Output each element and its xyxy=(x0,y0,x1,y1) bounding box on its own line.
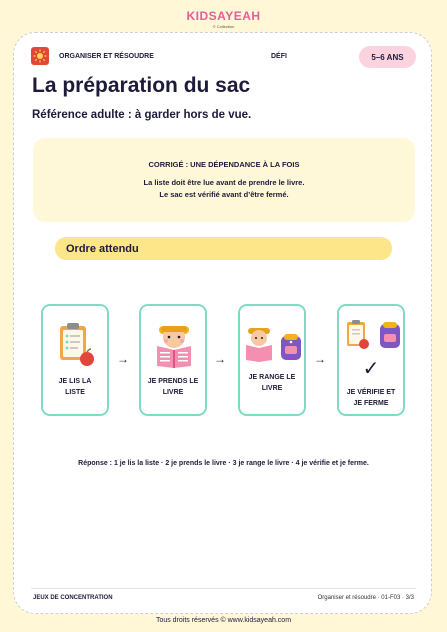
step-label-line: JE PRENDS LE xyxy=(147,378,199,385)
step-label-line: JE VÉRIFIE ET xyxy=(346,389,396,396)
arrow-right-icon: → xyxy=(214,352,226,366)
brand-logo xyxy=(0,7,447,29)
sun-icon xyxy=(31,47,49,65)
footer-divider xyxy=(31,588,416,589)
answer-key-title: CORRIGÉ : UNE DÉPENDANCE À LA FOIS xyxy=(148,160,300,169)
logo-tagline: © Collection xyxy=(212,24,235,29)
checklist-and-backpack-icon xyxy=(344,320,404,350)
category-label: ORGANISER ET RÉSOUDRE xyxy=(59,53,154,60)
step-card-1 xyxy=(41,304,109,416)
answer-key-line: Le sac est vérifié avant d’être fermé. xyxy=(159,190,289,199)
child-reading-icon xyxy=(153,322,195,368)
arrow-right-icon: → xyxy=(117,352,129,366)
footer-collection: JEUX DE CONCENTRATION xyxy=(33,595,113,601)
activity-type: DÉFI xyxy=(271,53,287,60)
step-label-line: JE LIS LA xyxy=(58,378,92,385)
copyright-notice: Tous droits réservés © www.kidsayeah.com xyxy=(155,617,292,624)
book-and-backpack-icon xyxy=(245,328,305,362)
answer-summary: Réponse : 1 je lis la liste · 2 je prends le livre · 3 je range le livre · 4 je vérifie et je ferme. xyxy=(78,460,369,467)
step-label-line: LIVRE xyxy=(261,385,283,392)
section-title-bar: Ordre attendu xyxy=(55,237,392,260)
step-card-3 xyxy=(238,304,306,416)
step-label-line: LISTE xyxy=(65,389,85,396)
logo-text: KIDSAYEAH xyxy=(186,9,261,23)
footer-reference: Organiser et résoudre · 01-F03 · 3/3 xyxy=(317,595,414,601)
answer-key-box xyxy=(33,138,415,222)
step-label-line: LIVRE xyxy=(162,389,184,396)
arrow-right-icon: → xyxy=(314,352,326,366)
answer-key-line: La liste doit être lue avant de prendre le livre. xyxy=(143,178,305,187)
page-subtitle: Référence adulte : à garder hors de vue. xyxy=(32,109,252,121)
step-card-4 xyxy=(337,304,405,416)
step-card-2 xyxy=(139,304,207,416)
page-title: La préparation du sac xyxy=(32,74,251,97)
clipboard-icon xyxy=(57,322,97,368)
header-row xyxy=(31,44,416,70)
age-badge: 5–6 ANS xyxy=(359,46,416,68)
step-label-line: JE FERME xyxy=(353,400,389,407)
checkmark-icon: ✓ xyxy=(362,358,380,380)
step-label-line: JE RANGE LE xyxy=(248,374,296,381)
